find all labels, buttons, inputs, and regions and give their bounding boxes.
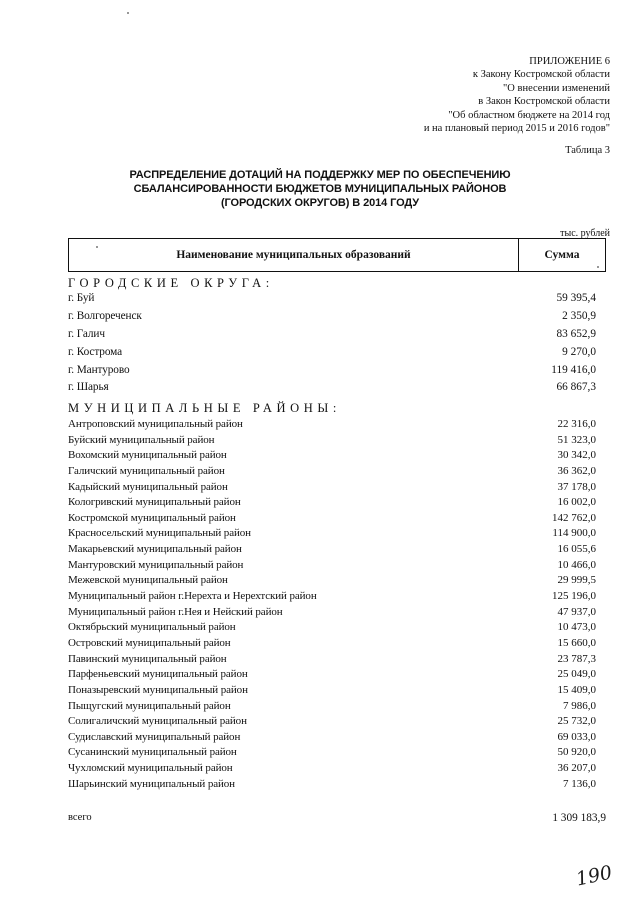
row-name: Костромской муниципальный район bbox=[68, 511, 236, 524]
city-rows bbox=[68, 292, 606, 399]
table-row bbox=[68, 559, 606, 575]
row-name: Мантуровский муниципальный район bbox=[68, 558, 244, 571]
appendix-line: в Закон Костромской области bbox=[478, 96, 610, 108]
row-amount: 66 867,3 bbox=[556, 381, 596, 394]
row-amount: 7 986,0 bbox=[563, 699, 596, 712]
row-amount: 125 196,0 bbox=[552, 590, 596, 603]
row-amount: 119 416,0 bbox=[551, 363, 596, 376]
scan-speck bbox=[96, 246, 98, 248]
appendix-line: "Об областном бюджете на 2014 год bbox=[448, 109, 610, 121]
table-row bbox=[68, 292, 606, 310]
title-line: РАСПРЕДЕЛЕНИЕ ДОТАЦИЙ НА ПОДДЕРЖКУ МЕР ПО ОБЕСПЕЧЕНИЮ bbox=[129, 169, 511, 181]
table-row bbox=[68, 418, 606, 434]
row-name: Судиславский муниципальный район bbox=[68, 730, 241, 743]
row-name: г. Кострома bbox=[68, 345, 123, 358]
table-row bbox=[68, 527, 606, 543]
row-amount: 36 207,0 bbox=[557, 762, 596, 775]
appendix-header bbox=[330, 55, 610, 135]
table-row bbox=[68, 700, 606, 716]
row-name: Чухломский муниципальный район bbox=[68, 762, 233, 775]
table-row bbox=[68, 746, 606, 762]
row-amount: 29 999,5 bbox=[557, 574, 596, 587]
row-name: Шарьинский муниципальный район bbox=[68, 777, 235, 790]
row-name: Солигаличский муниципальный район bbox=[68, 715, 247, 728]
row-amount: 10 473,0 bbox=[557, 621, 596, 634]
table-row bbox=[68, 512, 606, 528]
row-amount: 9 270,0 bbox=[562, 345, 596, 358]
row-name: г. Шарья bbox=[68, 381, 109, 394]
appendix-line: к Закону Костромской области bbox=[472, 69, 610, 81]
table-row bbox=[68, 778, 606, 794]
section-title-cities: ГОРОДСКИЕ ОКРУГА: bbox=[68, 276, 274, 290]
row-name: Макарьевский муниципальный район bbox=[68, 543, 242, 556]
row-amount: 37 178,0 bbox=[557, 480, 596, 493]
row-name: Муниципальный район г.Нерехта и Нерехтский район bbox=[68, 590, 317, 603]
row-amount: 114 900,0 bbox=[552, 527, 596, 540]
row-name: Павинский муниципальный район bbox=[68, 652, 227, 665]
row-amount: 51 323,0 bbox=[557, 433, 596, 446]
row-amount: 69 033,0 bbox=[557, 730, 596, 743]
table-row bbox=[68, 731, 606, 747]
table-row bbox=[68, 434, 606, 450]
row-amount: 10 466,0 bbox=[557, 558, 596, 571]
table-row bbox=[68, 381, 606, 399]
row-name: г. Мантурово bbox=[68, 363, 130, 376]
row-amount: 30 342,0 bbox=[557, 449, 596, 462]
total-amount: 1 309 183,9 bbox=[552, 812, 606, 824]
units-label: тыс. рублей bbox=[560, 228, 610, 239]
table-row bbox=[68, 543, 606, 559]
handwritten-page-number: 190 bbox=[573, 861, 614, 891]
row-amount: 36 362,0 bbox=[557, 464, 596, 477]
table-row bbox=[68, 481, 606, 497]
header-sum-column: Сумма bbox=[544, 249, 580, 261]
row-name: г. Буй bbox=[68, 292, 95, 304]
row-amount: 7 136,0 bbox=[563, 777, 596, 790]
title-line: (ГОРОДСКИХ ОКРУГОВ) В 2014 ГОДУ bbox=[220, 197, 420, 209]
row-amount: 50 920,0 bbox=[557, 746, 596, 759]
table-row bbox=[68, 684, 606, 700]
table-label: Таблица 3 bbox=[565, 145, 610, 156]
scan-speck bbox=[127, 12, 129, 14]
table-row bbox=[68, 328, 606, 346]
table-row bbox=[68, 621, 606, 637]
table-row bbox=[68, 496, 606, 512]
row-name: Красносельский муниципальный район bbox=[68, 527, 251, 540]
table-row bbox=[68, 715, 606, 731]
row-amount: 16 002,0 bbox=[557, 496, 596, 509]
row-name: Поназыревский муниципальный район bbox=[68, 683, 248, 696]
row-amount: 23 787,3 bbox=[557, 652, 596, 665]
row-amount: 25 049,0 bbox=[557, 668, 596, 681]
row-name: Муниципальный район г.Нея и Нейский район bbox=[68, 605, 283, 618]
table-row bbox=[68, 449, 606, 465]
table-row bbox=[68, 668, 606, 684]
row-name: Антроповский муниципальный район bbox=[68, 418, 243, 430]
row-amount: 83 652,9 bbox=[556, 327, 596, 340]
row-name: Кадыйский муниципальный район bbox=[68, 480, 228, 493]
row-amount: 15 409,0 bbox=[557, 683, 596, 696]
title-line: СБАЛАНСИРОВАННОСТИ БЮДЖЕТОВ МУНИЦИПАЛЬНЫХ РАЙОНОВ bbox=[133, 183, 507, 195]
table-row bbox=[68, 637, 606, 653]
section-title-districts: МУНИЦИПАЛЬНЫЕ РАЙОНЫ: bbox=[68, 401, 341, 415]
row-name: Октябрьский муниципальный район bbox=[68, 621, 236, 634]
appendix-line: "О внесении изменений bbox=[503, 82, 610, 94]
row-name: Вохомский муниципальный район bbox=[68, 449, 227, 462]
table-row bbox=[68, 465, 606, 481]
row-name: Кологривский муниципальный район bbox=[68, 496, 241, 509]
row-name: Межевской муниципальный район bbox=[68, 574, 228, 587]
row-name: Галичский муниципальный район bbox=[68, 464, 225, 477]
table-row bbox=[68, 310, 606, 328]
row-amount: 15 660,0 bbox=[557, 636, 596, 649]
scan-speck bbox=[597, 266, 599, 268]
row-amount: 16 055,6 bbox=[557, 543, 596, 556]
row-amount: 142 762,0 bbox=[552, 511, 596, 524]
row-amount: 25 732,0 bbox=[557, 715, 596, 728]
total-label: всего bbox=[68, 812, 92, 823]
row-name: Парфеньевский муниципальный район bbox=[68, 668, 248, 681]
appendix-line: ПРИЛОЖЕНИЕ 6 bbox=[529, 56, 610, 67]
table-row bbox=[68, 606, 606, 622]
table-row bbox=[68, 590, 606, 606]
total-row bbox=[68, 812, 606, 824]
table-header bbox=[68, 238, 606, 272]
document-title bbox=[110, 168, 530, 210]
table-row bbox=[68, 574, 606, 590]
row-name: Островский муниципальный район bbox=[68, 636, 231, 649]
header-name-column: Наименование муниципальных образований bbox=[69, 239, 519, 271]
row-name: Буйский муниципальный район bbox=[68, 433, 215, 446]
table-row bbox=[68, 346, 606, 364]
table-row bbox=[68, 364, 606, 382]
row-amount: 2 350,9 bbox=[562, 309, 596, 322]
appendix-line: и на плановый период 2015 и 2016 годов" bbox=[423, 123, 610, 135]
district-rows bbox=[68, 418, 606, 793]
row-amount: 22 316,0 bbox=[557, 418, 596, 430]
row-amount: 47 937,0 bbox=[557, 605, 596, 618]
row-name: г. Волгореченск bbox=[68, 309, 142, 322]
row-amount: 59 395,4 bbox=[556, 292, 596, 304]
row-name: г. Галич bbox=[68, 327, 105, 340]
table-row bbox=[68, 653, 606, 669]
row-name: Сусанинский муниципальный район bbox=[68, 746, 237, 759]
table-row bbox=[68, 762, 606, 778]
row-name: Пыщугский муниципальный район bbox=[68, 699, 231, 712]
